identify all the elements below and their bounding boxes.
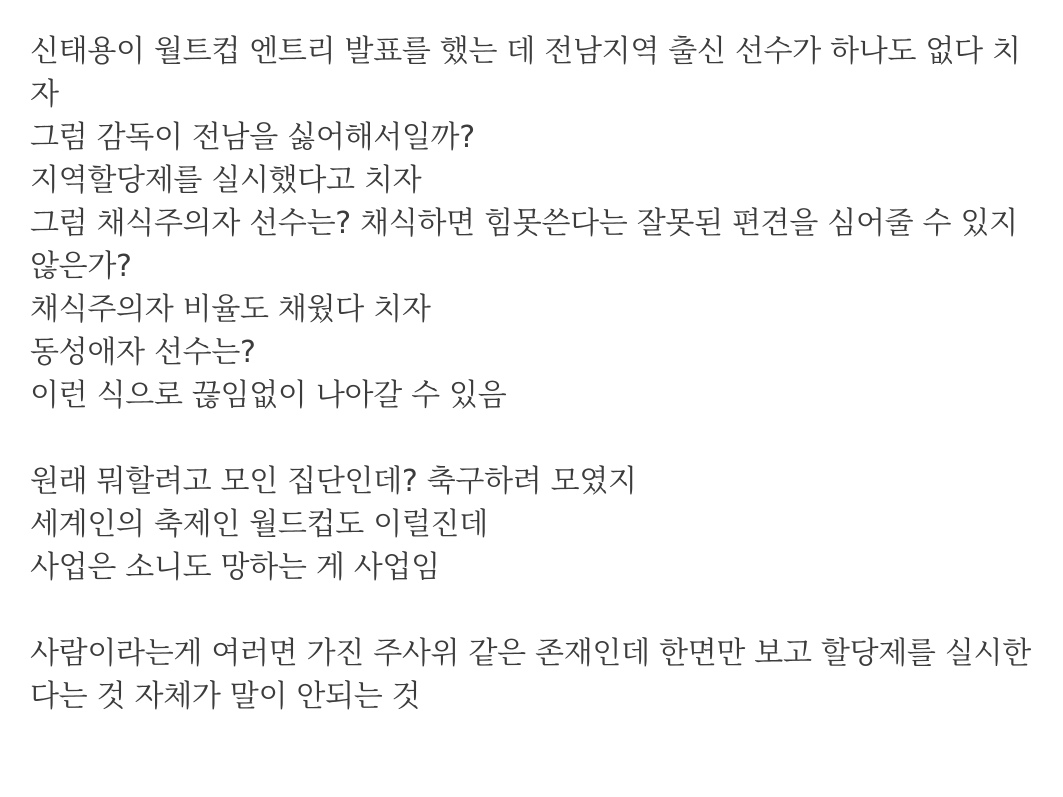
paragraph-spacer	[30, 417, 1035, 460]
text-line: 사람이라는게 여러면 가진 주사위 같은 존재인데 한면만 보고 할당제를 실시한다는 것 자체가 말이 안되는 것	[30, 636, 1031, 714]
text-line: 원래 뭐할려고 모인 집단인데? 축구하려 모였지	[30, 464, 637, 499]
paragraph-3	[30, 632, 1035, 718]
text-line: 신태용이 월트컵 엔트리 발표를 했는 데 전남지역 출신 선수가 하나도 없다 치자	[30, 34, 1021, 112]
document-text	[30, 30, 1035, 718]
text-line: 채식주의자 비율도 채웠다 치자	[30, 292, 431, 327]
text-line: 동성애자 선수는?	[30, 335, 256, 370]
text-line: 세계인의 축제인 월드컵도 이럴진데	[30, 507, 488, 542]
paragraph-2	[30, 460, 1035, 589]
paragraph-spacer	[30, 589, 1035, 632]
text-line: 그럼 채식주의자 선수는? 채식하면 힘못쓴다는 잘못된 편견을 심어줄 수 있지 않은가?	[30, 206, 1018, 284]
text-line: 이런 식으로 끊임없이 나아갈 수 있음	[30, 378, 507, 413]
text-line: 사업은 소니도 망하는 게 사업임	[30, 550, 440, 585]
text-line: 지역할당제를 실시했다고 치자	[30, 163, 422, 198]
paragraph-1	[30, 30, 1035, 417]
text-line: 그럼 감독이 전남을 싫어해서일까?	[30, 120, 475, 155]
